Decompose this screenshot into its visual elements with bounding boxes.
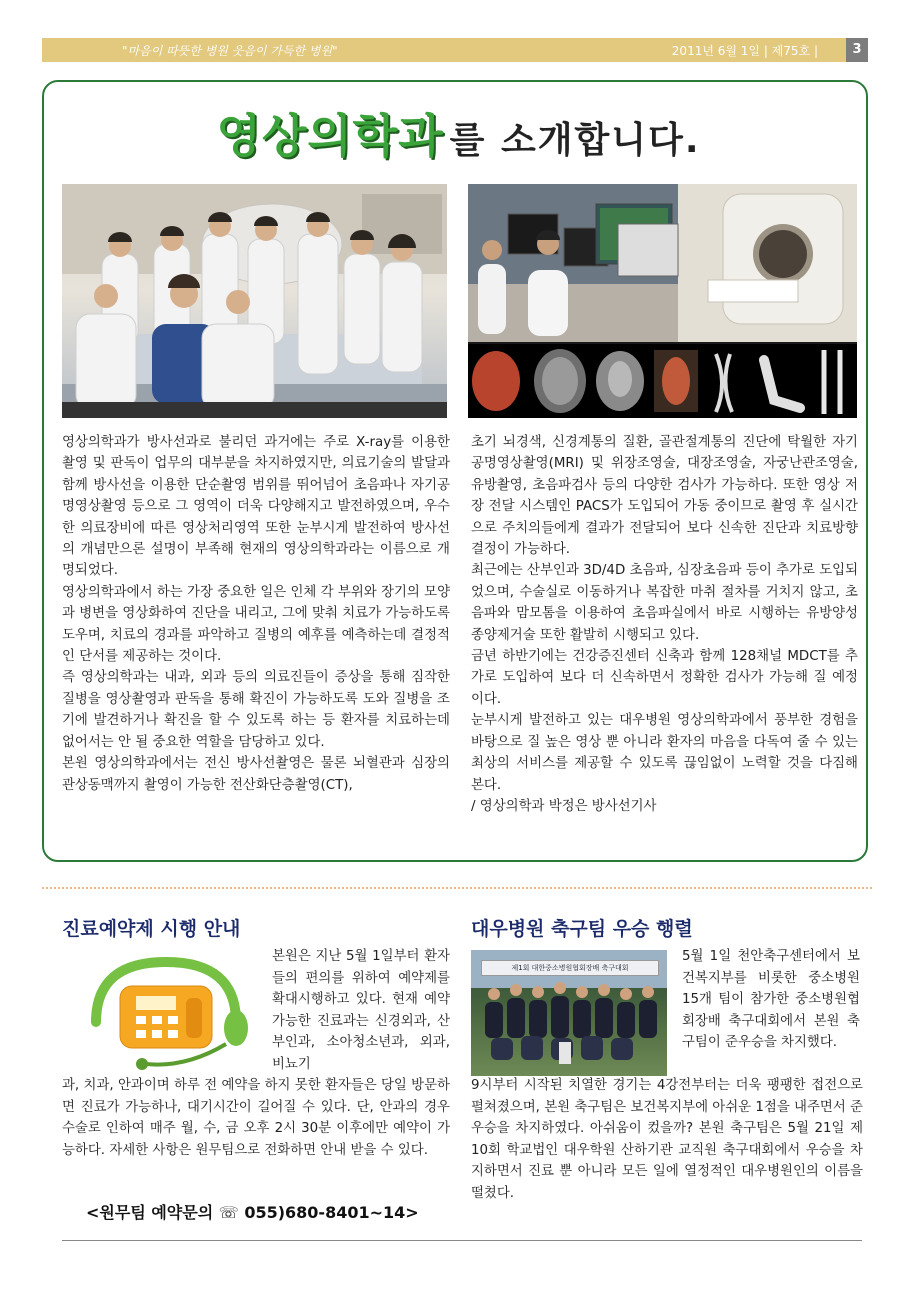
equipment-photo xyxy=(468,184,857,418)
banner-text: 제1회 대한중소병원협회장배 축구대회 xyxy=(511,964,629,972)
feature-left-column xyxy=(62,432,450,796)
staff-photo-illustration xyxy=(62,184,447,418)
feature-paragraph: 영상의학과에서 하는 가장 중요한 일은 인체 각 부위와 장기의 모양과 병변을 영상화하여 진단을 내리고, 그에 맞춰 치료가 가능하도록 도우며, 치료의 경과를 파악하고 질병의 예후를 예측하는데 결정적인 단서를 제공하는 것이다. xyxy=(62,584,450,665)
title-rest: 를 소개합니다. xyxy=(449,120,701,161)
feature-paragraph: 즉 영상의학과는 내과, 외과 등의 의료진들이 증상을 통해 짐작한 질병을 영상촬영과 판독을 통해 확진이 가능하도록 도와 질병을 조기에 발견하거나 확진을 할 수 있도록 하는 등 환자를 치료하는데 없어서는 안 될 중요한 역할을 담당하고 있다. xyxy=(62,670,450,750)
team-illustration xyxy=(471,950,667,1076)
reservation-text-top: 본원은 지난 5월 1일부터 환자들의 편의를 위하여 예약제를 확대시행하고 있다. 현재 예약 가능한 진료과는 신경외과, 산부인과, 소아청소년과, 외과, 비뇨기 xyxy=(272,949,450,1072)
slogan: "마음이 따뜻한 병원 웃음이 가득한 병원" xyxy=(122,44,338,58)
feature-paragraph: 금년 하반기에는 건강증진센터 신축과 함께 128채널 MDCT를 추가로 도입하여 보다 더 신속하면서 정확한 검사가 가능해 질 예정이다. xyxy=(471,649,858,707)
reservation-heading: 진료예약제 시행 안내 xyxy=(62,918,241,940)
reservation-contact: <원무팀 예약문의 ☏ 055)680-8401~14> xyxy=(86,1203,419,1222)
feature-paragraph: 최근에는 산부인과 3D/4D 초음파, 심장초음파 등이 추가로 도입되었으며, 수술실로 이동하거나 복잡한 마취 절차를 거치지 않고, 초음파와 맘모톰을 이용하여 초음파실에서 바로 시행하는 유방양성종양제거술 또한 활발히 시행되고 있다. xyxy=(471,563,858,643)
feature-paragraph: 초기 뇌경색, 신경계통의 질환, 골관절계통의 진단에 탁월한 자기공명영상촬영(MRI) 및 위장조영술, 대장조영술, 자궁난관조영술, 유방촬영, 초음파검사 등의 다양한 검사가 가능하다. 또한 영상 저장 전달 시스템인 PACS가 도입되어 가동 중이므로 촬영 후 실시간으로 주치의들에게 결과가 전달되어 보다 신속한 진단과 치료방향 결정이 가능하다. xyxy=(471,435,858,558)
phone-icon xyxy=(76,952,266,1072)
feature-right-column xyxy=(471,432,858,817)
equipment-photo-illustration xyxy=(468,184,857,418)
feature-title xyxy=(0,100,917,166)
feature-paragraph: 본원 영상의학과에서는 전신 방사선촬영은 물론 뇌혈관과 심장의 관상동맥까지 촬영이 가능한 전산화단층촬영(CT), xyxy=(62,756,450,793)
page-number: 3 xyxy=(846,38,868,62)
soccer-text-top: 5월 1일 천안축구센터에서 보건복지부를 비롯한 중소병원 15개 팀이 참가한 중소병원협회장배 축구대회에서 본원 축구팀이 준우승을 차지했다. xyxy=(682,949,860,1051)
title-main: 영상의학과 xyxy=(216,109,444,163)
issue-date: 2011년 6월 1일 | 제75호 | xyxy=(671,44,818,58)
feature-byline: / 영상의학과 박정은 방사선기사 xyxy=(471,798,657,814)
staff-group-photo xyxy=(62,184,447,418)
header-band xyxy=(42,38,868,62)
section-divider xyxy=(42,887,872,889)
soccer-heading: 대우병원 축구팀 우승 행렬 xyxy=(471,918,693,940)
bottom-rule xyxy=(62,1240,862,1241)
soccer-team-photo xyxy=(471,950,667,1076)
soccer-text-bottom: 9시부터 시작된 치열한 경기는 4강전부터는 더욱 팽팽한 접전으로 펼쳐졌으며, 본원 축구팀은 보건복지부에 아쉬운 1점을 내주면서 준우승을 차지하였다. 아쉬움이 컸을까? 본원 축구팀은 5월 21일 제10회 학교법인 대우학원 산하기관 교직원 축구대회에서 우승을 차지하면서 진료 뿐 아니라 모든 일에 열정적인 대우병원인의 이름을 떨쳤다. xyxy=(471,1078,863,1201)
feature-paragraph: 눈부시게 발전하고 있는 대우병원 영상의학과에서 풍부한 경험을 바탕으로 질 높은 영상 뿐 아니라 환자의 마음을 다독여 줄 수 있는 최상의 서비스를 제공할 수 있도록 끊임없이 노력할 것을 다짐해 본다. xyxy=(471,713,858,793)
reservation-text-bottom: 과, 치과, 안과이며 하루 전 예약을 하지 못한 환자들은 당일 방문하면 진료가 가능하나, 대기시간이 길어질 수 있다. 단, 안과의 경우 수술로 인하여 매주 월, 수, 금 오후 2시 30분 이후에만 예약이 가능하다. 자세한 사항은 원무팀으로 전화하면 안내 받을 수 있다. xyxy=(62,1078,450,1158)
telephone-headset-illustration xyxy=(76,952,266,1072)
feature-paragraph: 영상의학과가 방사선과로 불리던 과거에는 주로 X-ray를 이용한 촬영 및 판독이 업무의 대부분을 차지하였지만, 의료기술의 발달과 함께 방사선을 이용한 단순촬영 범위를 뛰어넘어 초음파나 자기공명영상촬영 등으로 그 영역이 더욱 다양해지고 발전하였으며, 우수한 의료장비에 따른 영상처리영역 또한 눈부시게 발전하여 방사선의 개념만으론 설명이 부족해 현재의 영상의학과라는 이름으로 개명되었다. xyxy=(62,435,450,579)
